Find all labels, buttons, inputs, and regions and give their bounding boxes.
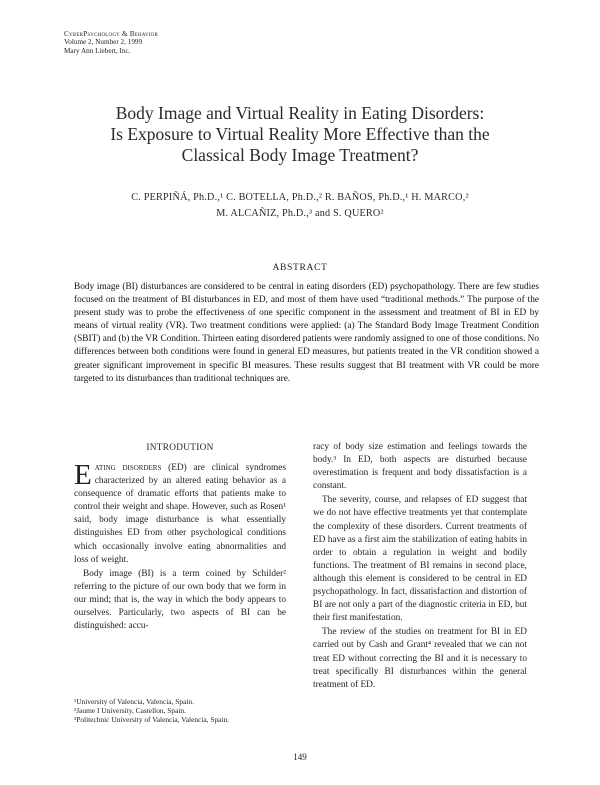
- authors-line-1: C. PERPIÑÁ, Ph.D.,¹ C. BOTELLA, Ph.D.,² R. BAÑOS, Ph.D.,¹ H. MARCO,²: [131, 192, 469, 203]
- title-line-2: Is Exposure to Virtual Reality More Effective than the: [110, 124, 490, 144]
- affiliation-footnotes: [74, 697, 304, 725]
- left-column: [74, 459, 286, 633]
- footnote-3: ³Politechnic University of Valencia, Valencia, Spain.: [74, 715, 230, 725]
- journal-volume: Volume 2, Number 2, 1999: [64, 38, 143, 47]
- drop-cap: E: [74, 459, 92, 491]
- page-number: 149: [293, 752, 307, 762]
- introduction-heading: INTRODUTION: [146, 443, 214, 453]
- abstract-body: Body image (BI) disturbances are considered to be central in eating disorders (ED) psychopathology. There are few studies focused on the treatment of BI disturbances in ED, and most of them have used “traditional methods.” The purpose of the present study was to probe the effectiveness of one specific component in the assessment and treatment of BI in ED by means of virtual reality (VR). Two treatment conditions were applied: (a) The Standard Body Image Treatment Condition (SBIT) and (b) the VR Condition. Thirteen eating disordered patients were randomly assigned to one of those conditions. No differences between both conditions were found in general ED measures, but patients treated in the VR condition showed a greater significant improvement in specific BI measures. These results suggest that BI treatment with VR could be more targeted to its disturbances than traditional techniques are.: [74, 282, 539, 384]
- right-paragraph-2: The severity, course, and relapses of ED suggest that we do not have effective treatments yet that contemplate the complexity of these disorders. Current treatments of ED have as a first aim the stabilization of eating habits in order to obtain a regulation in weight and bodily functions. The treatment of BI remains in second place, although this element is considered to be central in ED psychopathology. In fact, dissatisfaction and distortion of BI are not only a part of the diagnostic criteria in ED, but their first manifestation.: [313, 495, 527, 624]
- intro-smallcaps: ating disorders: [94, 463, 162, 473]
- journal-publisher: Mary Ann Liebert, Inc.: [64, 46, 131, 55]
- journal-header: [64, 30, 158, 55]
- intro-p1-text: (ED) are clinical syndromes characterized by an altered eating behavior as a consequence of dramatic efforts that patients make to control their weight and shape. However, such as Rosen¹ said, body image disturbance is what essentially distinguishes ED from other psychological conditions which occasionally involve eating abnormalities and loss of weight.: [74, 463, 286, 565]
- intro-paragraph-2: Body image (BI) is a term coined by Schilder² referring to the picture of our own body that we form in our mind; that is, the way in which the body appears to ourselves. Particularly, two aspects of BI can be distinguished: accu-: [74, 568, 286, 632]
- title-line-3: Classical Body Image Treatment?: [181, 145, 419, 165]
- author-list: [50, 190, 550, 222]
- journal-name: CyberPsychology & Behavior: [64, 30, 158, 38]
- right-column: [313, 441, 527, 692]
- title-line-1: Body Image and Virtual Reality in Eating Disorders:: [115, 103, 485, 123]
- abstract-heading: ABSTRACT: [272, 262, 328, 273]
- authors-line-2: M. ALCAÑIZ, Ph.D.,³ and S. QUERO²: [216, 208, 384, 219]
- footnote-2: ²Jaume I University, Castellon, Spain.: [74, 706, 186, 716]
- footnote-1: ¹University of Valencia, Valencia, Spain.: [74, 697, 194, 706]
- paper-title: [40, 103, 560, 166]
- intro-paragraph-1: [74, 459, 286, 567]
- right-paragraph-1: racy of body size estimation and feelings towards the body.³ In ED, both aspects are disturbed because overestimation is frequent and body dissatisfaction is a constant.: [313, 442, 527, 492]
- right-paragraph-3: The review of the studies on treatment for BI in ED carried out by Cash and Grant⁴ revealed that we can not treat ED without correcting the BI and it is necessary to treat specifically BI disturbances within the general treatment of ED.: [313, 627, 527, 690]
